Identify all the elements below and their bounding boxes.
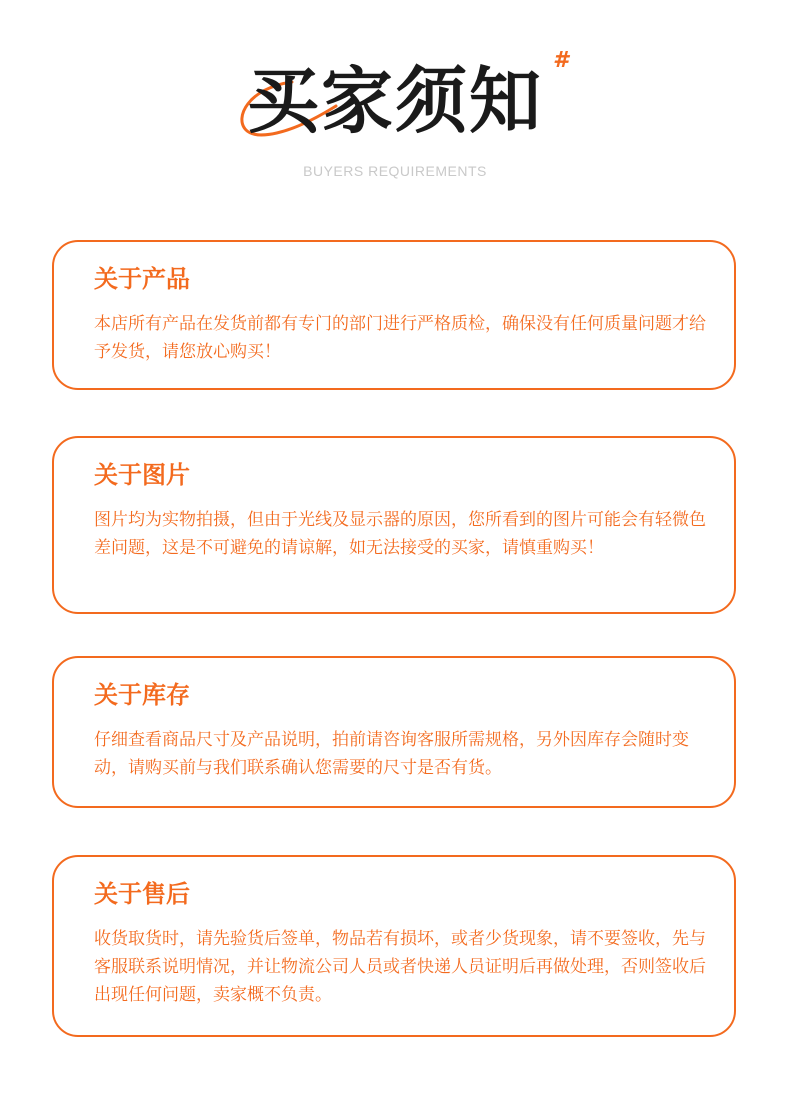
section-body: 收货取货时，请先验货后签单，物品若有损坏，或者少货现象，请不要签收，先与客服联系说明情况，并让物流公司人员或者快递人员证明后再做处理，否则签收后出现任何问题，卖家概不负责。 <box>94 929 706 1005</box>
section-body: 本店所有产品在发货前都有专门的部门进行严格质检，确保没有任何质量问题才给予发货，请您放心购买！ <box>94 314 706 362</box>
section-card-stock <box>52 656 736 808</box>
section-title: 关于图片 <box>94 461 190 489</box>
page-title: 买家须知 <box>246 59 543 143</box>
page-subtitle: BUYERS REQUIREMENTS <box>303 163 487 179</box>
hash-mark: # <box>553 48 569 73</box>
section-title: 关于库存 <box>94 681 190 709</box>
page-header <box>0 0 790 200</box>
section-body: 仔细查看商品尺寸及产品说明，拍前请咨询客服所需规格，另外因库存会随时变动，请购买前与我们联系确认您需要的尺寸是否有货。 <box>94 730 689 778</box>
section-card-product <box>52 240 736 390</box>
section-title: 关于产品 <box>94 265 190 293</box>
section-card-after-sales <box>52 855 736 1037</box>
section-body: 图片均为实物拍摄，但由于光线及显示器的原因，您所看到的图片可能会有轻微色差问题，这是不可避免的请谅解，如无法接受的买家，请慎重购买！ <box>94 510 706 558</box>
section-card-images <box>52 436 736 614</box>
section-title: 关于售后 <box>94 880 190 908</box>
